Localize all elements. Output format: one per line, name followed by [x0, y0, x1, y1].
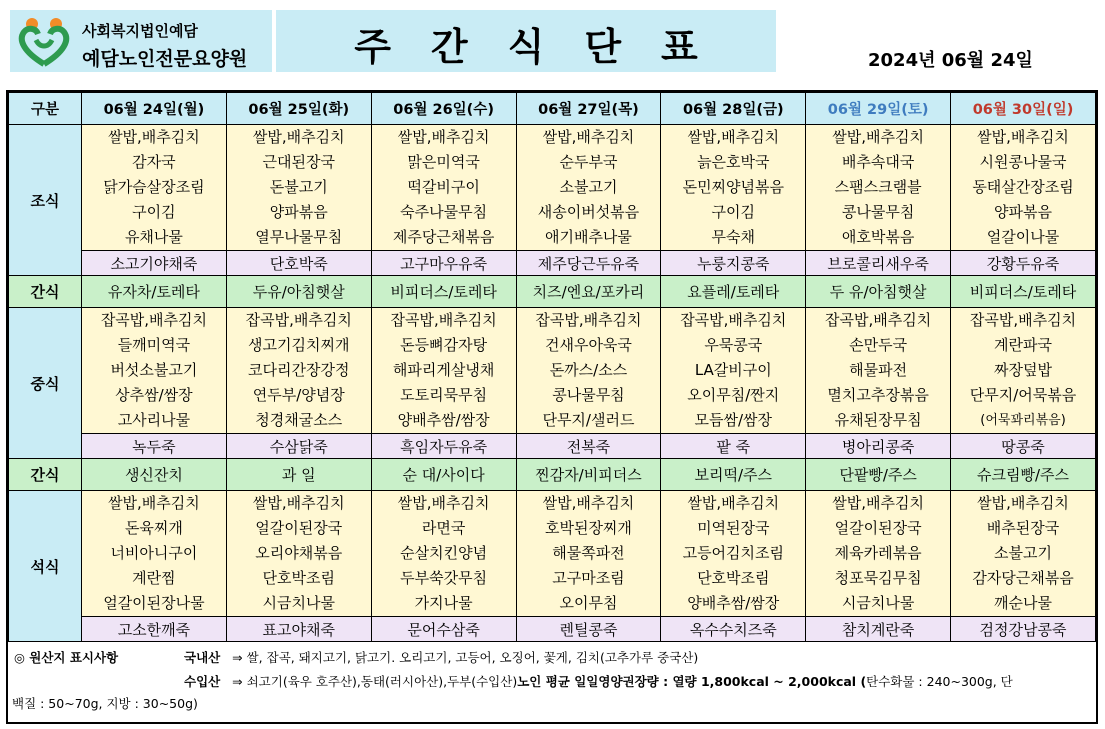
menu-item: 애호박볶음 — [841, 228, 915, 246]
menu-item: 시금치나물 — [841, 594, 915, 612]
menu-item: 손만두국 — [849, 336, 908, 354]
menu-cell — [371, 308, 516, 434]
snack-label: 간식 — [9, 276, 82, 308]
menu-item: 쌀밥,배추김치 — [542, 128, 635, 146]
page-title: 주간식단표 — [354, 25, 738, 69]
menu-cell — [806, 308, 951, 434]
menu-item: LA갈비구이 — [694, 361, 772, 379]
menu-item: 쌀밥,배추김치 — [397, 128, 490, 146]
origin-title: ◎ 원산지 표시사항 — [14, 650, 119, 665]
porridge-row-breakfast — [9, 251, 1096, 276]
menu-item: 소불고기 — [994, 544, 1053, 562]
menu-item: 단무지/어묵볶음 — [969, 386, 1077, 404]
snack-cell: 과 일 — [226, 459, 371, 491]
menu-item: 콩나물무침 — [841, 203, 915, 221]
menu-item: 떡갈비구이 — [407, 178, 480, 196]
meal-row-dinner — [9, 491, 1096, 617]
menu-item: 오리야채볶음 — [255, 544, 343, 562]
menu-item: 해파리게살냉채 — [392, 361, 495, 379]
menu-item: 동태살간장조림 — [972, 178, 1074, 196]
menu-item: 쌀밥,배추김치 — [832, 128, 924, 146]
menu-item: 호박된장찌개 — [544, 519, 632, 537]
porridge-cell: 표고야채죽 — [226, 617, 371, 642]
menu-item: 늙은호박국 — [697, 153, 770, 171]
menu-item: 얼갈이된장국 — [834, 519, 922, 537]
porridge-cell: 누룽지콩죽 — [661, 251, 806, 276]
org-name-bottom: 예담노인전문요양원 — [82, 48, 248, 70]
menu-item: 도토리묵무침 — [400, 386, 488, 404]
snack-cell: 두 유/아침햇살 — [806, 276, 951, 308]
menu-item: 근대된장국 — [262, 153, 335, 171]
porridge-cell: 소고기야채죽 — [82, 251, 227, 276]
menu-item: 배추속대국 — [841, 153, 915, 171]
import-origin — [184, 672, 1013, 690]
menu-cell — [661, 125, 806, 251]
menu-item: 돈등뼈감자탕 — [400, 336, 488, 354]
porridge-cell: 흑임자두유죽 — [371, 434, 516, 459]
menu-item: 너비아니구이 — [110, 544, 198, 562]
import-label: 수입산 — [184, 674, 221, 689]
menu-item: 돈불고기 — [269, 178, 328, 196]
menu-item: 버섯소불고기 — [110, 361, 198, 379]
menu-item: 잡곡밥,배추김치 — [969, 311, 1077, 329]
org-name-top: 사회복지법인예담 — [82, 22, 198, 40]
menu-item: 쌀밥,배추김치 — [977, 494, 1069, 512]
menu-cell — [806, 491, 951, 617]
menu-cell — [82, 491, 227, 617]
menu-item: 얼갈이된장국 — [255, 519, 343, 537]
menu-item: 순두부국 — [559, 153, 618, 171]
menu-item: 짜장덮밥 — [994, 361, 1053, 379]
menu-cell — [82, 308, 227, 434]
snack-cell: 슈크림빵/주스 — [951, 459, 1096, 491]
menu-item: 잡곡밥,배추김치 — [535, 311, 642, 329]
menu-item: 콩나물무침 — [552, 386, 625, 404]
menu-item: 맑은미역국 — [407, 153, 480, 171]
domestic-text: ⇒ 쌀, 잡곡, 돼지고기, 닭고기. 오리고기, 고등어, 오징어, 꽃게, 김치(고추가루 중국산) — [232, 650, 699, 665]
meal-row-breakfast — [9, 125, 1096, 251]
menu-item: 시금치나물 — [262, 594, 335, 612]
menu-item: 돈까스/소스 — [549, 361, 628, 379]
meal-label: 중식 — [9, 308, 82, 459]
menu-item: 모듬쌈/쌈장 — [694, 411, 773, 429]
logo-box — [10, 10, 272, 72]
menu-item: 쌀밥,배추김치 — [108, 494, 200, 512]
porridge-cell: 렌틸콩죽 — [516, 617, 661, 642]
menu-item: 잡곡밥,배추김치 — [680, 311, 787, 329]
menu-item: 열무나물무침 — [255, 228, 343, 246]
header-row — [9, 93, 1096, 125]
menu-item: 청포묵김무침 — [834, 569, 922, 587]
menu-item: 잡곡밥,배추김치 — [390, 311, 497, 329]
menu-item: 쌀밥,배추김치 — [252, 494, 345, 512]
menu-item: 얼갈이나물 — [986, 228, 1060, 246]
menu-cell — [516, 308, 661, 434]
porridge-cell: 옥수수치즈죽 — [661, 617, 806, 642]
menu-item: 양배추쌈/쌈장 — [687, 594, 780, 612]
logo-heart-icon — [14, 14, 74, 68]
menu-item: 유채나물 — [124, 228, 183, 246]
menu-item: 라면국 — [421, 519, 466, 537]
porridge-cell: 단호박죽 — [226, 251, 371, 276]
porridge-cell: 녹두죽 — [82, 434, 227, 459]
meal-label: 석식 — [9, 491, 82, 642]
menu-item: 순살치킨양념 — [400, 544, 488, 562]
menu-item: 잡곡밥,배추김치 — [825, 311, 932, 329]
menu-cell — [951, 125, 1096, 251]
header — [0, 0, 1105, 88]
meal-row-lunch — [9, 308, 1096, 434]
porridge-cell: 제주당근두유죽 — [516, 251, 661, 276]
menu-item: 단호박조림 — [262, 569, 335, 587]
snack-cell: 보리떡/주스 — [661, 459, 806, 491]
porridge-cell: 참치계란죽 — [806, 617, 951, 642]
menu-item: 고사리나물 — [117, 411, 191, 429]
snack-cell: 비피더스/토레타 — [371, 276, 516, 308]
menu-item: 돈민찌양념볶음 — [682, 178, 785, 196]
menu-item: 생고기김치찌개 — [248, 336, 350, 354]
snack-cell: 요플레/토레타 — [661, 276, 806, 308]
menu-item: 무숙채 — [711, 228, 756, 246]
menu-item: 쌀밥,배추김치 — [977, 128, 1069, 146]
menu-item: 오이무침 — [559, 594, 618, 612]
menu-item: 계란찜 — [132, 569, 176, 587]
footer-notes — [6, 632, 1098, 724]
menu-cell — [371, 125, 516, 251]
column-header: 06월 26일(수) — [371, 93, 516, 125]
menu-item: 얼갈이된장나물 — [103, 594, 205, 612]
porridge-cell: 고구마우유죽 — [371, 251, 516, 276]
menu-item: 양파볶음 — [994, 203, 1053, 221]
menu-item: 제주당근채볶음 — [392, 228, 495, 246]
porridge-cell: 병아리콩죽 — [806, 434, 951, 459]
nutrition-rest: 탄수화물 : 240~300g, 단 — [866, 674, 1013, 689]
menu-cell — [806, 125, 951, 251]
menu-item: 건새우아욱국 — [544, 336, 632, 354]
menu-cell — [516, 491, 661, 617]
snack-cell: 비피더스/토레타 — [951, 276, 1096, 308]
menu-item: 해물쪽파전 — [552, 544, 625, 562]
menu-item: 두부쑥갓무침 — [400, 569, 488, 587]
menu-date: 2024년 06월 24일 — [868, 50, 1033, 71]
porridge-cell: 문어수삼죽 — [371, 617, 516, 642]
menu-item: 쌀밥,배추김치 — [397, 494, 490, 512]
menu-item: 구이김 — [132, 203, 176, 221]
snack-cell: 두유/아침햇살 — [226, 276, 371, 308]
menu-cell — [661, 491, 806, 617]
menu-item: 양배추쌈/쌈장 — [397, 411, 490, 429]
menu-item: 고구마조림 — [552, 569, 625, 587]
menu-item: 감자국 — [132, 153, 176, 171]
menu-item: 시원콩나물국 — [979, 153, 1067, 171]
snack-cell: 유자차/토레타 — [82, 276, 227, 308]
menu-item: 구이김 — [711, 203, 756, 221]
menu-item: 쌀밥,배추김치 — [108, 128, 200, 146]
menu-item: 스팸스크램블 — [834, 178, 922, 196]
menu-item: 새송이버섯볶음 — [537, 203, 640, 221]
porridge-cell: 땅콩죽 — [951, 434, 1096, 459]
column-header: 구분 — [9, 93, 82, 125]
import-text: ⇒ 쇠고기(육우 호주산),동태(러시아산),두부(수입산) — [232, 674, 518, 689]
menu-item: 연두부/양념장 — [252, 386, 345, 404]
menu-item: 잡곡밥,배추김치 — [100, 311, 208, 329]
menu-item: 쌀밥,배추김치 — [687, 128, 780, 146]
menu-item: 쌀밥,배추김치 — [542, 494, 635, 512]
menu-item: 소불고기 — [559, 178, 618, 196]
menu-cell — [951, 308, 1096, 434]
snack-cell: 찐감자/비피더스 — [516, 459, 661, 491]
porridge-cell: 브로콜리새우죽 — [806, 251, 951, 276]
column-header-sunday: 06월 30일(일) — [951, 93, 1096, 125]
snack-row-snack2 — [9, 459, 1096, 491]
menu-item: 유채된장무침 — [834, 411, 922, 429]
menu-item: 상추쌈/쌈장 — [115, 386, 193, 404]
title-box — [276, 10, 776, 72]
menu-item: 쌀밥,배추김치 — [832, 494, 924, 512]
menu-item: 돈육찌개 — [124, 519, 183, 537]
menu-item: 계란파국 — [994, 336, 1053, 354]
menu-item: 애기배추나물 — [544, 228, 632, 246]
menu-item: 우묵콩국 — [704, 336, 763, 354]
nutrition-bold: 노인 평균 일일영양권장량 : 열량 1,800kcal ~ 2,000kcal ( — [517, 674, 867, 689]
porridge-cell: 강황두유죽 — [951, 251, 1096, 276]
menu-cell — [516, 125, 661, 251]
menu-item: 쌀밥,배추김치 — [252, 128, 345, 146]
menu-item: 코다리간장강정 — [248, 361, 350, 379]
snack-cell: 단팥빵/주스 — [806, 459, 951, 491]
menu-item: 닭가슴살장조림 — [103, 178, 205, 196]
porridge-cell: 팥 죽 — [661, 434, 806, 459]
menu-item: 단호박조림 — [697, 569, 770, 587]
menu-item: 제육카레볶음 — [834, 544, 922, 562]
menu-item: 단무지/샐러드 — [542, 411, 635, 429]
menu-item: 깨순나물 — [994, 594, 1053, 612]
menu-cell — [226, 491, 371, 617]
snack-label: 간식 — [9, 459, 82, 491]
menu-item: 양파볶음 — [269, 203, 328, 221]
menu-cell — [661, 308, 806, 434]
menu-item: 오이무침/짠지 — [687, 386, 780, 404]
column-header: 06월 28일(금) — [661, 93, 806, 125]
menu-item: 잡곡밥,배추김치 — [245, 311, 352, 329]
menu-item: 고등어김치조림 — [682, 544, 785, 562]
menu-item: 해물파전 — [849, 361, 908, 379]
menu-item: 쌀밥,배추김치 — [687, 494, 780, 512]
porridge-cell: 검정강남콩죽 — [951, 617, 1096, 642]
porridge-cell: 고소한깨죽 — [82, 617, 227, 642]
menu-cell — [951, 491, 1096, 617]
menu-cell — [226, 125, 371, 251]
snack-cell: 순 대/사이다 — [371, 459, 516, 491]
menu-cell — [226, 308, 371, 434]
snack-cell: 생신잔치 — [82, 459, 227, 491]
weekly-menu-table — [6, 90, 1098, 639]
nutrition-line2: 백질 : 50~70g, 지방 : 30~50g) — [12, 696, 198, 711]
snack-cell: 치즈/엔요/포카리 — [516, 276, 661, 308]
porridge-cell: 수삼닭죽 — [226, 434, 371, 459]
menu-item: 청경채굴소스 — [255, 411, 343, 429]
menu-cell — [82, 125, 227, 251]
menu-item: 숙주나물무침 — [400, 203, 488, 221]
menu-item: 배추된장국 — [986, 519, 1060, 537]
menu-item: 미역된장국 — [697, 519, 770, 537]
column-header: 06월 24일(월) — [82, 93, 227, 125]
menu-item: 들깨미역국 — [117, 336, 191, 354]
menu-item: 가지나물 — [414, 594, 473, 612]
domestic-origin — [184, 648, 698, 666]
meal-label: 조식 — [9, 125, 82, 276]
column-header: 06월 27일(목) — [516, 93, 661, 125]
porridge-row-lunch — [9, 434, 1096, 459]
domestic-label: 국내산 — [184, 650, 221, 665]
menu-cell — [371, 491, 516, 617]
snack-row-snack1 — [9, 276, 1096, 308]
column-header-saturday: 06월 29일(토) — [806, 93, 951, 125]
menu-item: 멸치고추장볶음 — [827, 386, 929, 404]
column-header: 06월 25일(화) — [226, 93, 371, 125]
menu-item: (어묵꽈리볶음) — [980, 413, 1066, 428]
porridge-cell: 전복죽 — [516, 434, 661, 459]
menu-item: 감자당근채볶음 — [972, 569, 1074, 587]
